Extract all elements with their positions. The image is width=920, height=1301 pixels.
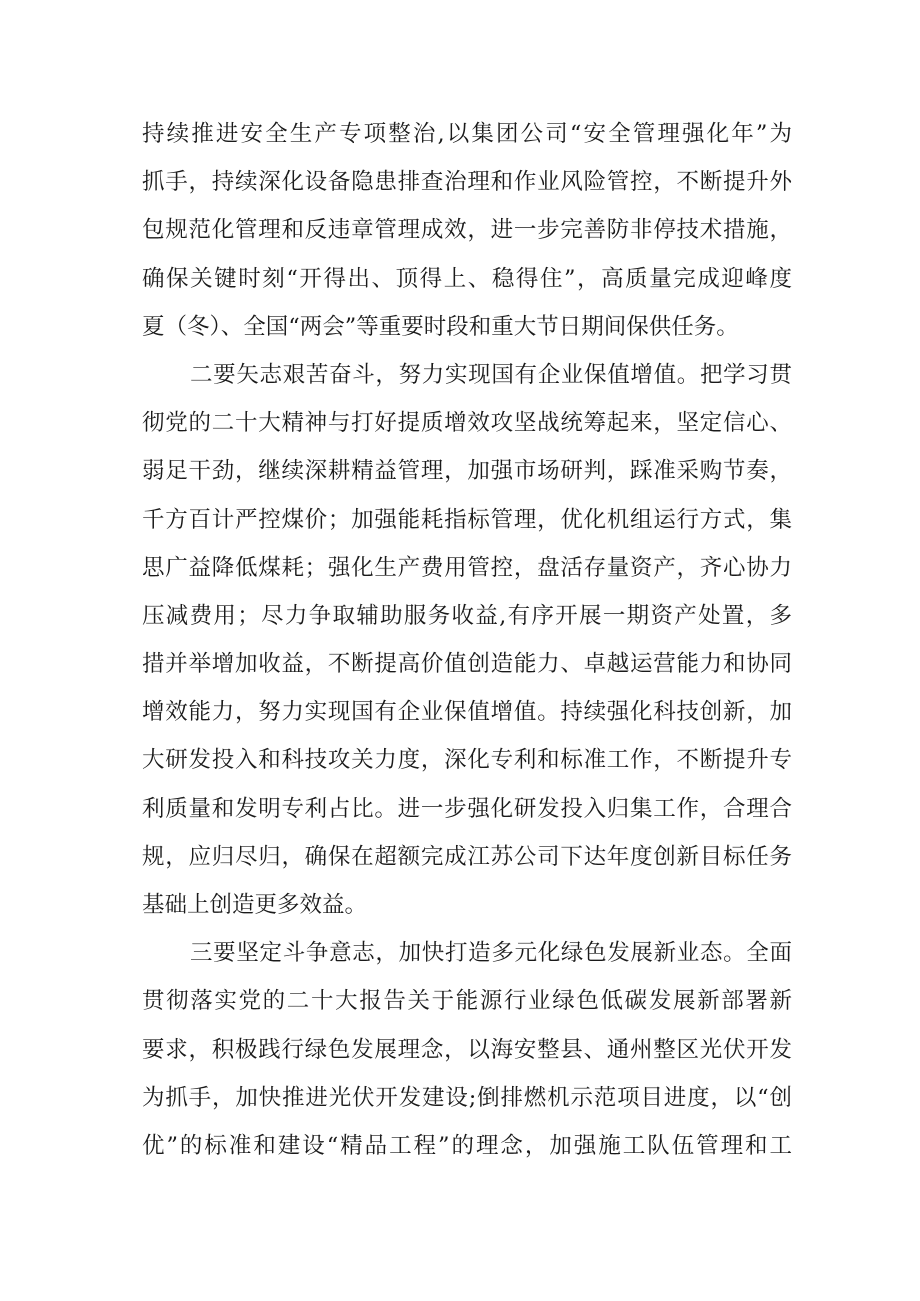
- text-line: 基础上创造更多效益。: [142, 892, 368, 918]
- text-line: 规，应归尽归，确保在超额完成江苏公司下达年度创新目标任务: [142, 843, 792, 870]
- text-line: 夏（冬）、全国“两会”等重要时段和重大节日期间保供任务。: [142, 313, 739, 340]
- text-line: 压减费用；尽力争取辅助服务收益,有序开展一期资产处置，多: [142, 602, 792, 629]
- text-line: 利质量和发明专利占比。进一步强化研发投入归集工作，合理合: [142, 795, 792, 822]
- text-line: 千方百计严控煤价；加强能耗指标管理，优化机组运行方式，集: [142, 506, 792, 533]
- text-line: 抓手，持续深化设备隐患排查治理和作业风险管控，不断提升外: [142, 169, 792, 196]
- text-line: 为抓手，加快推进光伏开发建设;倒排燃机示范项目进度，以“创: [142, 1084, 792, 1111]
- text-line: 思广益降低煤耗；强化生产费用管控，盘活存量资产，齐心协力: [142, 554, 792, 581]
- text-line: 弱足干劲，继续深耕精益管理，加强市场研判，踩准采购节奏，: [142, 458, 792, 485]
- text-line: 要求，积极践行绿色发展理念，以海安整县、通州整区光伏开发: [142, 1036, 792, 1063]
- text-line: 措并举增加收益，不断提高价值创造能力、卓越运营能力和协同: [142, 651, 792, 678]
- text-line: 大研发投入和科技攻关力度，深化专利和标准工作，不断提升专: [142, 747, 792, 774]
- text-line: 增效能力，努力实现国有企业保值增值。持续强化科技创新，加: [142, 699, 792, 726]
- text-line: 包规范化管理和反违章管理成效，进一步完善防非停技术措施，: [142, 217, 792, 244]
- text-line: 优”的标准和建设“精品工程”的理念，加强施工队伍管理和工: [142, 1132, 792, 1159]
- text-line: 贯彻落实党的二十大报告关于能源行业绿色低碳发展新部署新: [142, 988, 792, 1015]
- text-line: 二要矢志艰苦奋斗，努力实现国有企业保值增值。把学习贯: [190, 361, 792, 388]
- document-body: [142, 110, 792, 1170]
- text-line: 确保关键时刻“开得出、顶得上、稳得住”，高质量完成迎峰度: [142, 265, 792, 292]
- text-line: 彻党的二十大精神与打好提质增效攻坚战统筹起来，坚定信心、: [142, 410, 792, 437]
- text-line: 三要坚定斗争意志，加快打造多元化绿色发展新业态。全面: [190, 940, 792, 967]
- text-line: 持续推进安全生产专项整治,以集团公司“安全管理强化年”为: [142, 121, 792, 147]
